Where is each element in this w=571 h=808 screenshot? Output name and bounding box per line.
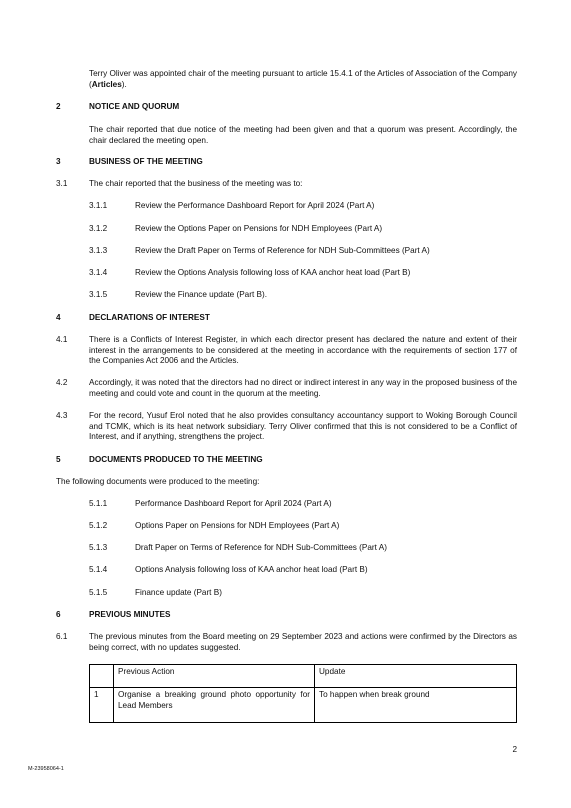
list-item-number: 3.1.2 xyxy=(89,224,108,233)
section-4-number: 4 xyxy=(56,313,61,322)
list-item-text: Review the Draft Paper on Terms of Reference for NDH Sub-Committees (Part A) xyxy=(135,246,430,255)
table-header-cell: Update xyxy=(315,665,517,688)
section-6-number: 6 xyxy=(56,610,61,619)
page-number: 2 xyxy=(512,745,517,754)
table-header-cell xyxy=(90,665,114,688)
section-4-heading: DECLARATIONS OF INTEREST xyxy=(89,313,210,322)
list-item-text: Review the Performance Dashboard Report for April 2024 (Part A) xyxy=(135,201,375,210)
list-item-number: 3.1.3 xyxy=(89,246,108,255)
table-cell: 1 xyxy=(90,688,114,723)
list-item-text: Performance Dashboard Report for April 2024 (Part A) xyxy=(135,499,332,508)
section-5-heading: DOCUMENTS PRODUCED TO THE MEETING xyxy=(89,455,263,464)
list-item-number: 3.1.1 xyxy=(89,201,108,210)
intro-text-end: ). xyxy=(121,79,127,89)
table-row xyxy=(90,688,517,723)
paragraph-4-1-text: There is a Conflicts of Interest Register, in which each director present has declared the nature and extent of their interest in the arrangements to be considered at the meeting in accordance with the requirements of section 177 of the Companies Act 2006 and the Articles. xyxy=(89,335,517,365)
paragraph-6-1-text: The previous minutes from the Board meeting on 29 September 2023 and actions were confirmed by the Directors as being correct, with no updates suggested. xyxy=(89,632,517,652)
paragraph-3-1-text: The chair reported that the business of the meeting was to: xyxy=(89,179,303,188)
document-reference: M-23958064-1 xyxy=(28,766,64,772)
list-item-number: 3.1.4 xyxy=(89,268,108,277)
list-item-number: 5.1.3 xyxy=(89,543,108,552)
paragraph-4-3-text: For the record, Yusuf Erol noted that he also provides consultancy accountancy support to Woking Borough Council and TCMK, which is its heat network subsidiary. Terry Oliver confirmed that this is not considered to be a Conflict of Interest, and if anything, strengthens the project. xyxy=(89,411,517,441)
section-3-number: 3 xyxy=(56,157,61,166)
list-item-text: Review the Options Analysis following loss of KAA anchor heat load (Part B) xyxy=(135,268,411,277)
section-2-text: The chair reported that due notice of the meeting had been given and that a quorum was present. Accordingly, the chair declared the meeting open. xyxy=(89,125,517,145)
list-item-number: 5.1.4 xyxy=(89,565,108,574)
table-header-row xyxy=(90,665,517,688)
paragraph-4-3-number: 4.3 xyxy=(56,411,68,420)
list-item-number: 5.1.1 xyxy=(89,499,108,508)
intro-text: Terry Oliver was appointed chair of the meeting pursuant to article 15.4.1 of the Articles of Association of the Company ( xyxy=(89,69,517,89)
section-2-heading: NOTICE AND QUORUM xyxy=(89,102,180,111)
section-5-intro: The following documents were produced to the meeting: xyxy=(56,477,260,486)
section-6-heading: PREVIOUS MINUTES xyxy=(89,610,171,619)
list-item-text: Options Analysis following loss of KAA anchor heat load (Part B) xyxy=(135,565,368,574)
list-item-text: Options Paper on Pensions for NDH Employees (Part A) xyxy=(135,521,340,530)
section-2-number: 2 xyxy=(56,102,61,111)
table-cell: To happen when break ground xyxy=(315,688,517,723)
section-3-heading: BUSINESS OF THE MEETING xyxy=(89,157,203,166)
section-5-number: 5 xyxy=(56,455,61,464)
intro-paragraph xyxy=(89,69,517,90)
paragraph-4-2-number: 4.2 xyxy=(56,378,68,387)
list-item-number: 5.1.2 xyxy=(89,521,108,530)
list-item-text: Review the Finance update (Part B). xyxy=(135,290,267,299)
list-item-number: 3.1.5 xyxy=(89,290,108,299)
table-header-cell: Previous Action xyxy=(114,665,315,688)
list-item-number: 5.1.5 xyxy=(89,588,108,597)
paragraph-3-1-number: 3.1 xyxy=(56,179,68,188)
list-item-text: Finance update (Part B) xyxy=(135,588,222,597)
paragraph-6-1-number: 6.1 xyxy=(56,632,68,641)
list-item-text: Review the Options Paper on Pensions for NDH Employees (Part A) xyxy=(135,224,383,233)
list-item-text: Draft Paper on Terms of Reference for NDH Sub-Committees (Part A) xyxy=(135,543,387,552)
previous-actions-table xyxy=(89,664,517,723)
intro-bold-term: Articles xyxy=(91,79,122,89)
table-cell: Organise a breaking ground photo opportunity for Lead Members xyxy=(114,688,315,723)
paragraph-4-2-text: Accordingly, it was noted that the directors had no direct or indirect interest in any way in the proposed business of the meeting and could vote and count in the quorum at the meeting. xyxy=(89,378,517,398)
paragraph-4-1-number: 4.1 xyxy=(56,335,68,344)
